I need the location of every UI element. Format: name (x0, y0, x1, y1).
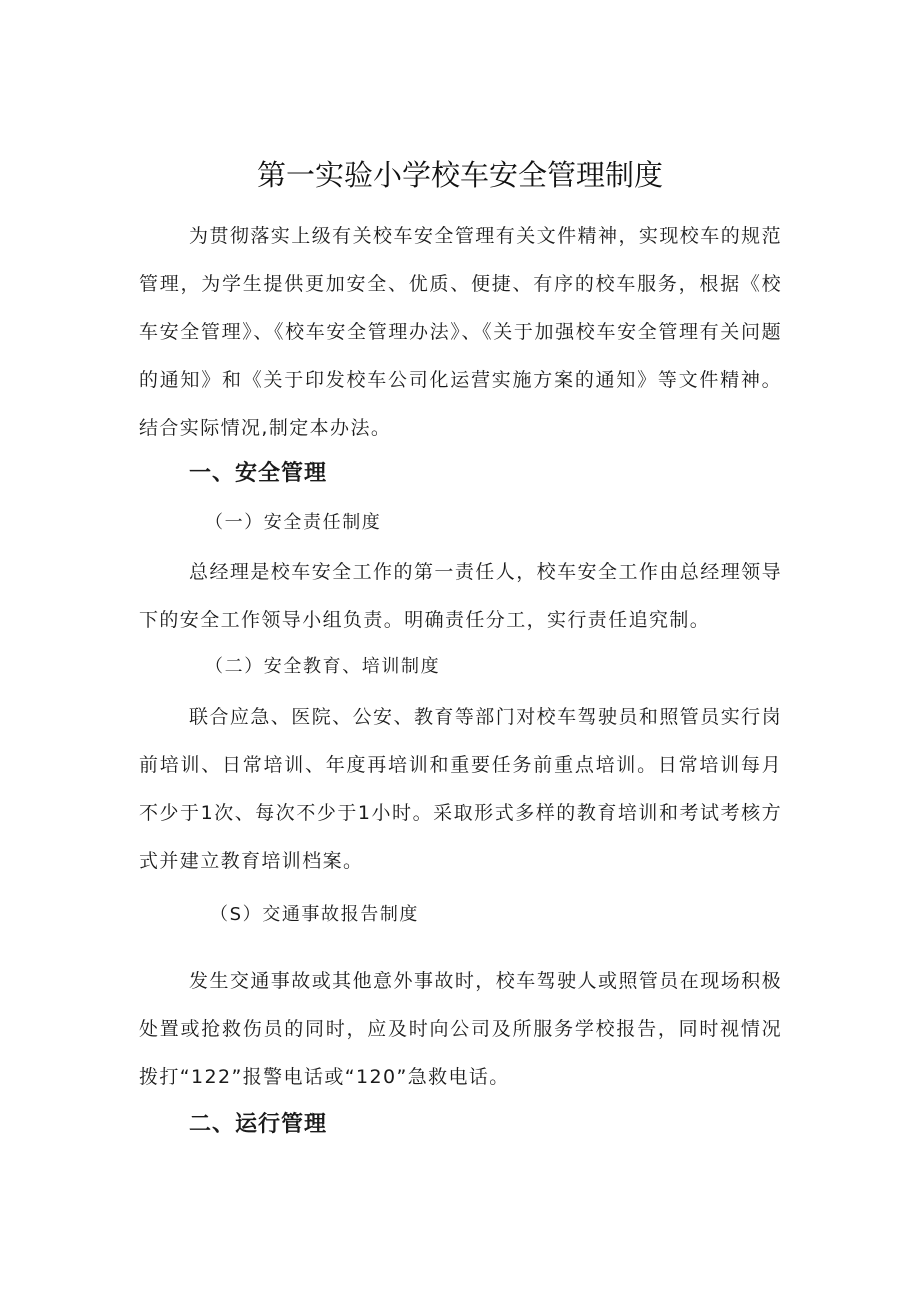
subsection-heading-training: （二）安全教育、培训制度 (205, 656, 441, 677)
section-heading-safety: 一、安全管理 (189, 461, 328, 486)
page-title: 第一实验小学校车安全管理制度 (256, 158, 663, 193)
intro-paragraph: 为贯彻落实上级有关校车安全管理有关文件精神，实现校车的规范管理，为学生提供更加安全、优质、便捷、有序的校车服务，根据《校车安全管理》、《校车安全管理办法》、《关于加强校车安全管理有关问题的通知》和《关于印发校车公司化运营实施方案的通知》等文件精神。结合实际情况,制定本办法。 (139, 225, 782, 439)
subsection-heading-responsibility: （一）安全责任制度 (205, 512, 382, 533)
accident-report-paragraph: 发生交通事故或其他意外事故时，校车驾驶人或照管员在现场积极处置或抢救伤员的同时，应及时向公司及所服务学校报告，同时视情况拨打“122”报警电话或“120”急救电话。 (139, 970, 782, 1088)
subsection-heading-accident-report: （S）交通事故报告制度 (210, 904, 420, 925)
training-paragraph: 联合应急、医院、公安、教育等部门对校车驾驶员和照管员实行岗前培训、日常培训、年度再培训和重要任务前重点培训。日常培训每月不少于1次、每次不少于1小时。采取形式多样的教育培训和考试考核方式并建立教育培训档案。 (139, 706, 782, 872)
responsibility-paragraph: 总经理是校车安全工作的第一责任人，校车安全工作由总经理领导下的安全工作领导小组负责。明确责任分工，实行责任追究制。 (139, 561, 782, 631)
section-heading-operation: 二、运行管理 (189, 1112, 328, 1137)
